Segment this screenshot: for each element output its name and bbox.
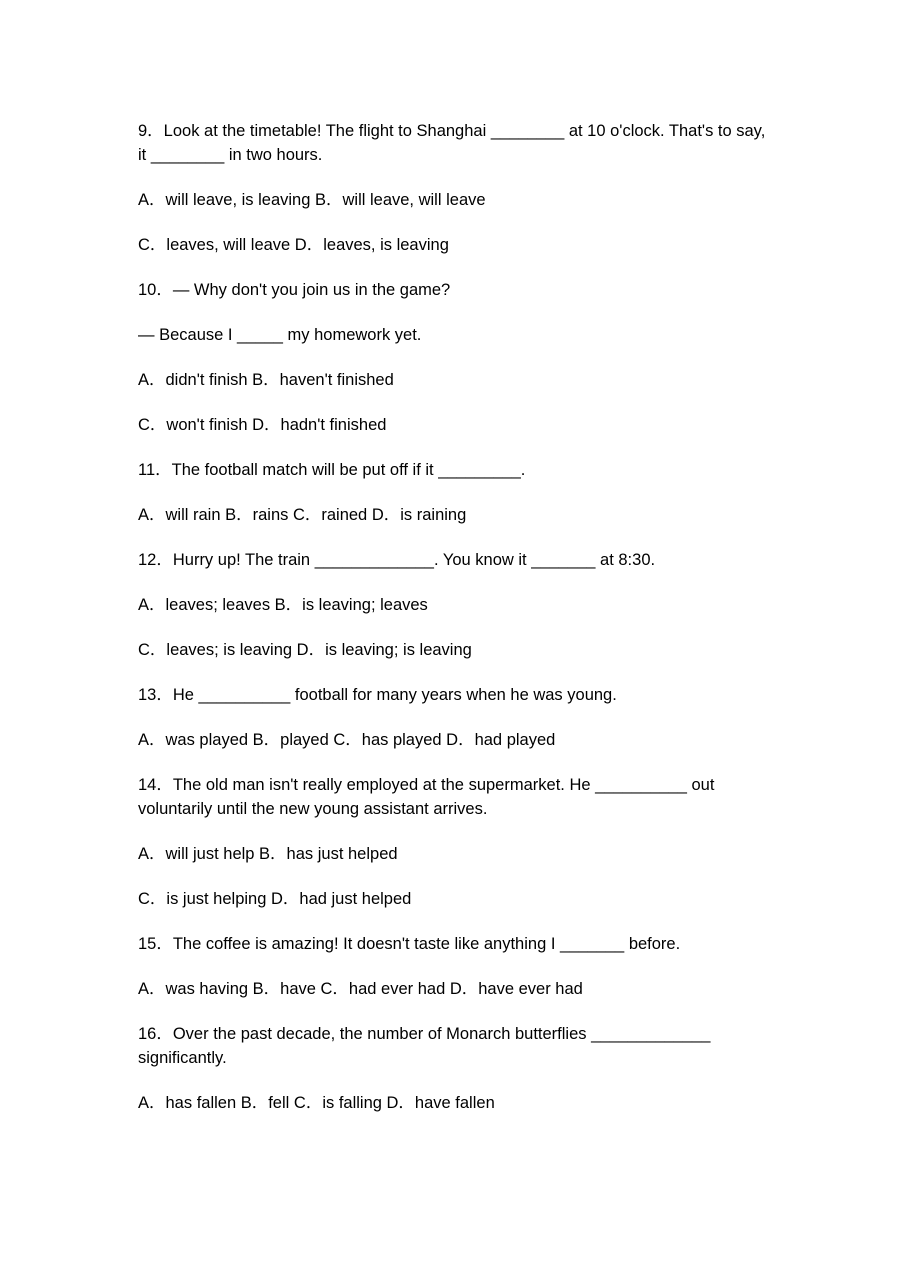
question-13-options: A．was played B．played C．has played D．had played (138, 731, 556, 749)
question-list (138, 119, 778, 1136)
question-14-options-cd: C．is just helping D．had just helped (138, 890, 412, 908)
question-11-stem: 11．The football match will be put off if it _________. (138, 461, 526, 479)
question-9-options-ab: A．will leave, is leaving B．will leave, will leave (138, 191, 486, 209)
question-10-stem: 10．— Why don't you join us in the game? (138, 281, 451, 299)
question-15-stem: 15．The coffee is amazing! It doesn't taste like anything I _______ before. (138, 935, 681, 953)
question-13-stem: 13．He __________ football for many years when he was young. (138, 686, 617, 704)
question-12-stem: 12．Hurry up! The train _____________. You know it _______ at 8:30. (138, 551, 656, 569)
question-15-options: A．was having B．have C．had ever had D．have ever had (138, 980, 583, 998)
question-12-options-cd: C．leaves; is leaving D．is leaving; is leaving (138, 641, 472, 659)
question-9-options-cd: C．leaves, will leave D．leaves, is leaving (138, 236, 449, 254)
question-16-options: A．has fallen B．fell C．is falling D．have fallen (138, 1094, 495, 1112)
question-10-options-cd: C．won't finish D．hadn't finished (138, 416, 387, 434)
question-14-options-ab: A．will just help B．has just helped (138, 845, 398, 863)
question-10-stem-reply: — Because I _____ my homework yet. (138, 326, 422, 344)
question-14-stem: 14．The old man isn't really employed at the supermarket. He __________ out voluntarily until the new young assistant arrives. (138, 776, 719, 818)
question-9-stem: 9．Look at the timetable! The flight to Shanghai ________ at 10 o'clock. That's to say, it ________ in two hours. (138, 122, 770, 164)
question-16-stem: 16．Over the past decade, the number of Monarch butterflies _____________ significantly. (138, 1025, 715, 1067)
question-12-options-ab: A．leaves; leaves B．is leaving; leaves (138, 596, 428, 614)
question-10-options-ab: A．didn't finish B．haven't finished (138, 371, 394, 389)
question-11-options: A．will rain B．rains C．rained D．is raining (138, 506, 467, 524)
